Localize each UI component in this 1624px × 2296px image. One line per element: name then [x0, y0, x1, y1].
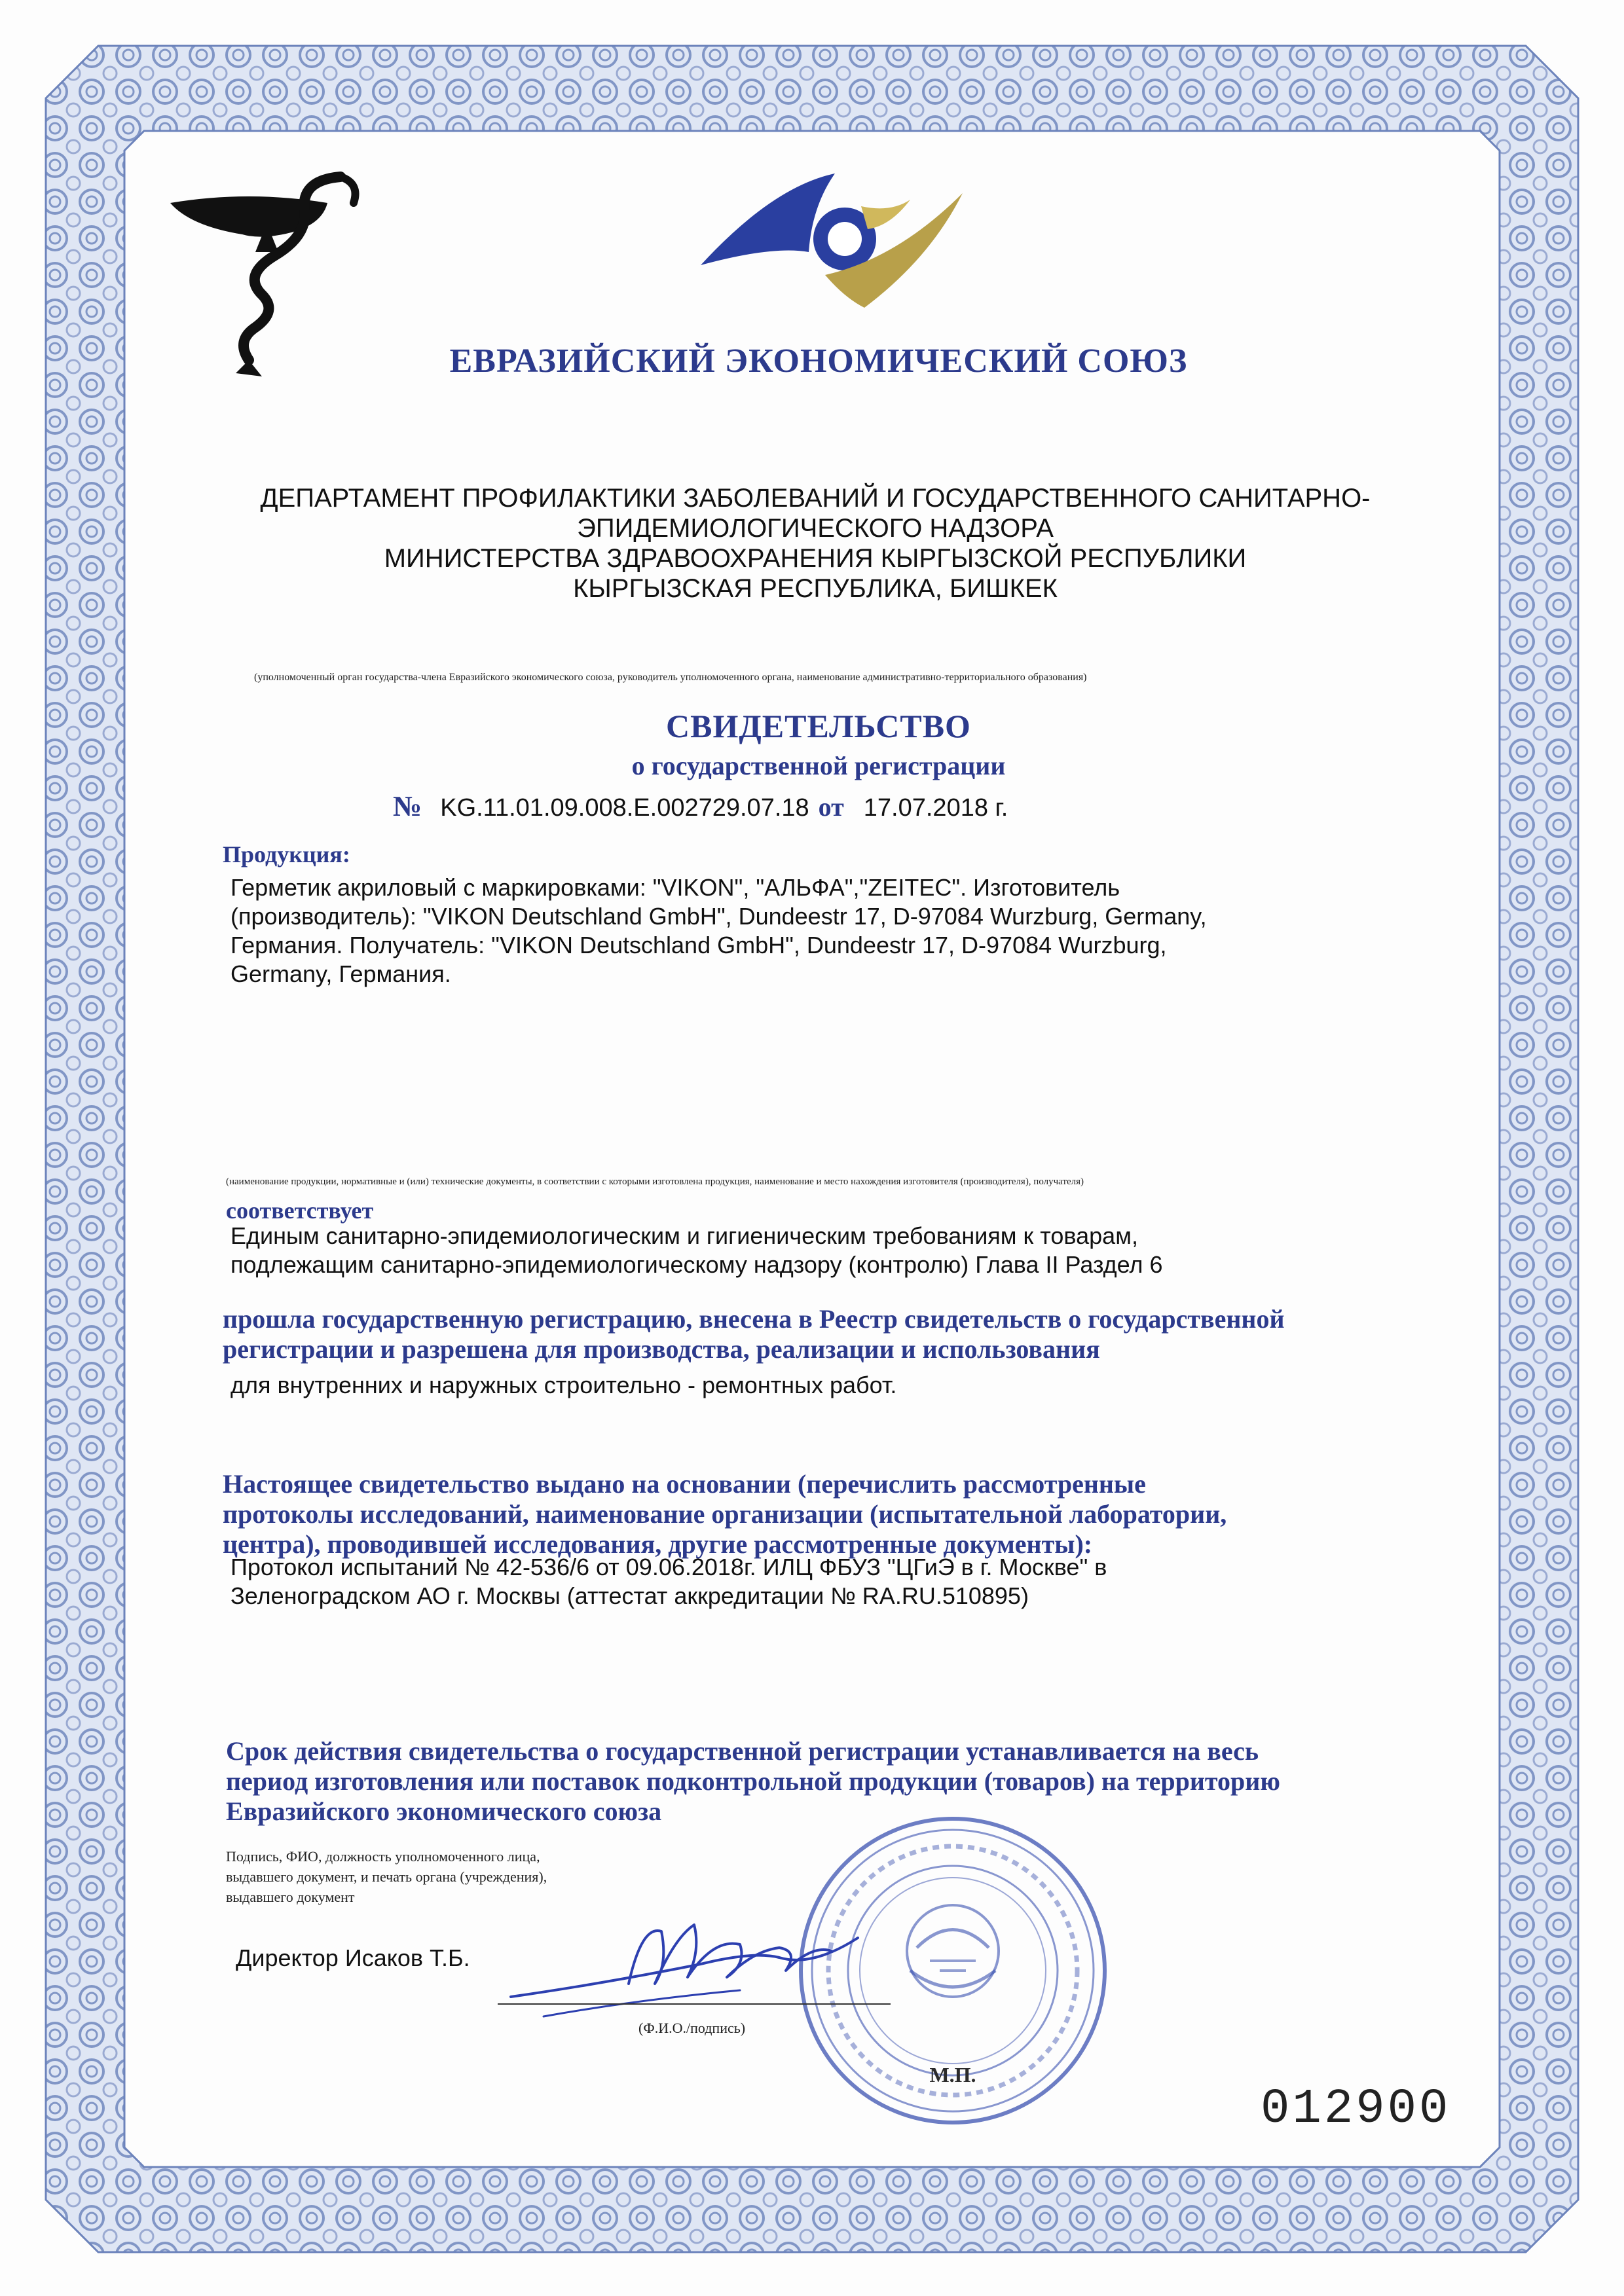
hygieia-bowl-icon	[164, 164, 380, 380]
product-hint: (наименование продукции, нормативные и (или) технические документы, в соответствии с которыми изготовлена продукция, наименование и место нахождения изготовителя (производителя), получателя)	[226, 1176, 1084, 1187]
conformity-text	[231, 1222, 1163, 1279]
registration-heading	[223, 1304, 1285, 1364]
union-title: ЕВРАЗИЙСКИЙ ЭКОНОМИЧЕСКИЙ СОЮЗ	[449, 342, 1188, 380]
basis-text	[231, 1553, 1107, 1611]
product-label: Продукция:	[223, 841, 350, 867]
basis-heading-line: протоколы исследований, наименование организации (испытательной лаборатории,	[223, 1499, 1227, 1529]
serial-number: 012900	[1261, 2082, 1451, 2137]
basis-line: Зеленоградском АО г. Москвы (аттестат аккредитации № RA.RU.510895)	[231, 1582, 1029, 1609]
product-line: Германия. Получатель: "VIKON Deutschland GmbH", Dundeestr 17, D-97084 Wurzburg,	[231, 932, 1167, 958]
product-description	[231, 873, 1207, 989]
signature-caption: (Ф.И.О./подпись)	[638, 2020, 746, 2036]
product-line: Germany, Германия.	[231, 960, 451, 987]
signature-note-line: выдавшего документ, и печать органа (учреждения),	[226, 1868, 547, 1885]
authority-line: КЫРГЫЗСКАЯ РЕСПУБЛИКА, БИШКЕК	[573, 574, 1058, 603]
authority-hint: (уполномоченный орган государства-члена Евразийского экономического союза, руководитель уполномоченного органа, наименование административно-территориального образования)	[254, 672, 1087, 683]
registration-heading-line: регистрации и разрешена для производства, реализации и использования	[223, 1334, 1100, 1364]
product-line: (производитель): "VIKON Deutschland GmbH", Dundeestr 17, D-97084 Wurzburg, Germany,	[231, 903, 1207, 930]
signature-line	[498, 2003, 891, 2005]
conformity-label: соответствует	[226, 1197, 374, 1224]
authority-line: МИНИСТЕРСТВА ЗДРАВООХРАНЕНИЯ КЫРГЫЗСКОЙ РЕСПУБЛИКИ	[384, 544, 1247, 573]
basis-line: Протокол испытаний № 42-536/6 от 09.06.2018г. ИЛЦ ФБУЗ "ЦГиЭ в г. Москве" в	[231, 1554, 1107, 1580]
registration-heading-line: прошла государственную регистрацию, внесена в Реестр свидетельств о государственной	[223, 1304, 1285, 1334]
certificate-subtitle: о государственной регистрации	[631, 751, 1006, 780]
issuing-authority	[216, 483, 1414, 604]
certificate-number-row	[393, 790, 1008, 823]
validity-heading-line: Срок действия свидетельства о государственной регистрации устанавливается на весь	[226, 1736, 1259, 1766]
validity-heading-line: период изготовления или поставок подконтрольной продукции (товаров) на территорию	[226, 1766, 1280, 1796]
eaeu-emblem-icon	[694, 167, 969, 318]
signature-note-line: выдавшего документ	[226, 1889, 355, 1905]
registration-usage: для внутренних и наружных строительно - ремонтных работ.	[231, 1372, 897, 1398]
signature-note-line: Подпись, ФИО, должность уполномоченного лица,	[226, 1848, 540, 1865]
conformity-line: Единым санитарно-эпидемиологическим и гигиеническим требованиям к товарам,	[231, 1222, 1138, 1249]
stamp-mark: М.П.	[929, 2063, 976, 2086]
signature-note	[226, 1846, 547, 1907]
basis-heading-line: Настоящее свидетельство выдано на основании (перечислить рассмотренные	[223, 1469, 1146, 1499]
certificate-number: KG.11.01.09.008.E.002729.07.18	[440, 794, 809, 822]
signer-name: Директор Исаков Т.Б.	[236, 1944, 470, 1971]
validity-heading-line: Евразийского экономического союза	[226, 1796, 662, 1826]
product-line: Герметик акриловый с маркировками: "VIKON", "АЛЬФА","ZEITEC". Изготовитель	[231, 874, 1120, 901]
authority-line: ЭПИДЕМИОЛОГИЧЕСКОГО НАДЗОРА	[577, 514, 1054, 543]
basis-heading	[223, 1469, 1227, 1559]
basis-heading-line: центра), проводившей исследования, другие рассмотренные документы):	[223, 1529, 1093, 1559]
conformity-line: подлежащим санитарно-эпидемиологическому надзору (контролю) Глава II Раздел 6	[231, 1251, 1163, 1278]
number-sign: №	[393, 790, 422, 822]
date-from-label: от	[818, 792, 844, 822]
certificate-title: СВИДЕТЕЛЬСТВО	[666, 708, 971, 744]
handwritten-signature	[504, 1886, 871, 2030]
validity-heading	[226, 1736, 1280, 1827]
certificate-date: 17.07.2018 г.	[863, 794, 1008, 822]
authority-line: ДЕПАРТАМЕНТ ПРОФИЛАКТИКИ ЗАБОЛЕВАНИЙ И ГОСУДАРСТВЕННОГО САНИТАРНО-	[260, 484, 1371, 513]
